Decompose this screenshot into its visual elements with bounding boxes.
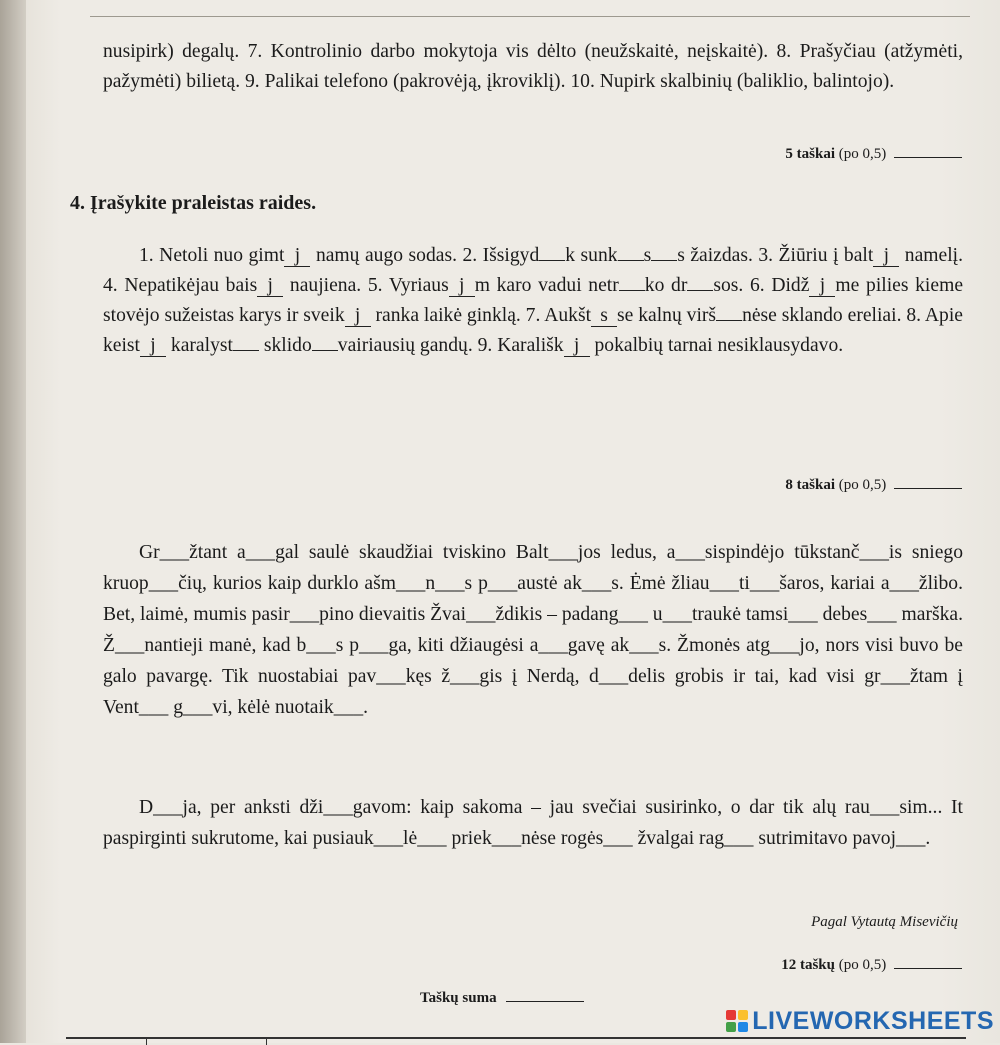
score-points: 5 taškai (785, 146, 835, 162)
text-segment: pokalbių tarnai nesiklausydavo. (589, 335, 844, 356)
task-4-heading: 4. Įrašykite praleistas raides. (70, 192, 317, 214)
blank-input[interactable] (539, 260, 565, 261)
score-detail: (po 0,5) (838, 477, 887, 493)
text-segment: karalyst (166, 335, 233, 356)
score-points: 8 taškai (785, 477, 835, 493)
exercise-paragraph-2: Gr___žtant a___gal saulė skaudžiai tviskino Balt___jos ledus, a___sispindėjo tūkstanč___is sniego kruop___čių, kurios kaip durklo ašm___n___s p___austė ak___s. Ėmė žliau___ti___šaros, kariai a___žlibo. Bet, laimė, mumis pasir___pino dievaitis Žvai___ždikis – padang___ u___traukė tamsi___ debes___ marška. Ž___nantieji manė, kad b___s p___ga, kiti džiaugėsi a___gavę ak___s. Žmonės atg___jo, nors visi buvo be galo pavargę. Tik nuostabiai pav___kęs ž___gis į Nerdą, d___delis grobis ir tai, kad visi gr___žtam į Vent___ g___vi, kėlė nuotaik___. (103, 542, 963, 718)
blank-input[interactable]: j (809, 276, 835, 297)
score-line-5 (785, 145, 962, 163)
text-segment: namelį. 4. Nepatikėjau bais (103, 245, 964, 296)
blank-input[interactable] (619, 290, 645, 291)
liveworksheets-watermark (726, 1006, 994, 1036)
top-rule (90, 16, 970, 17)
book-spine-shadow (0, 0, 26, 1043)
score-detail: (po 0,5) (838, 146, 887, 162)
blank-input[interactable] (716, 320, 742, 321)
blank-input[interactable] (233, 350, 259, 351)
blank-input[interactable]: j (345, 306, 371, 327)
blank-input[interactable]: s (591, 306, 617, 327)
source-attribution: Pagal Vytautą Misevičių (811, 914, 958, 930)
table-top-edge (66, 1037, 966, 1045)
text-segment: se kalnų virš (617, 305, 717, 326)
score-blank[interactable] (894, 145, 962, 158)
text-segment: m karo vadui netr (474, 275, 619, 296)
blank-input[interactable]: j (873, 246, 899, 267)
blank-input[interactable]: j (564, 336, 590, 357)
score-line-8 (785, 476, 962, 494)
score-blank[interactable] (894, 476, 962, 489)
points-sum-blank[interactable] (506, 989, 584, 1002)
text-segment: k sunk (565, 245, 618, 266)
score-blank[interactable] (894, 956, 962, 969)
blank-input[interactable] (651, 260, 677, 261)
points-sum (420, 989, 584, 1007)
points-sum-label: Taškų suma (420, 990, 497, 1006)
text-segment: naujiena. 5. Vyriaus (283, 275, 449, 296)
text-segment: 1. Netoli nuo gimt (139, 245, 285, 266)
text-segment: me pilies kieme stovėjo sužeistas karys ir sveik (103, 275, 964, 326)
blank-input[interactable]: j (257, 276, 283, 297)
blank-input[interactable]: j (284, 246, 310, 267)
text-segment: nėse sklando ereliai. 8. Apie keist (103, 305, 963, 356)
text-segment: namų augo sodas. 2. Išsigyd (310, 245, 540, 266)
blank-input[interactable] (687, 290, 713, 291)
text-segment: s žaizdas. 3. Žiūriu į balt (677, 245, 874, 266)
text-segment: sklido (258, 335, 312, 356)
blank-input[interactable] (312, 350, 338, 351)
score-detail: (po 0,5) (838, 957, 887, 973)
text-segment: s (643, 245, 652, 266)
intro-paragraph: nusipirk) degalų. 7. Kontrolinio darbo mokytoja vis dėlto (neužskaitė, neįskaitė). 8. Prašyčiau (atžymėti, pažymėti) bilietą. 9. Palikai telefono (pakrovėją, įkroviklį). 10. Nupirk skalbinių (baliklio, balintojo). (103, 41, 963, 92)
exercise-paragraph-1 (103, 241, 963, 361)
text-segment: ko dr (644, 275, 688, 296)
score-line-12 (781, 956, 962, 974)
watermark-text: LIVEWORKSHEETS (752, 1006, 994, 1035)
text-segment: sos. 6. Didž (713, 275, 810, 296)
blank-input[interactable] (618, 260, 644, 261)
blank-input[interactable]: j (449, 276, 475, 297)
blank-input[interactable]: j (140, 336, 166, 357)
text-segment: vairiausių gandų. 9. Karališk (337, 335, 564, 356)
text-segment: ranka laikė ginklą. 7. Aukšt (370, 305, 592, 326)
exercise-paragraph-3: D___ja, per anksti dži___gavom: kaip sakoma – jau svečiai susirinko, o dar tik alų rau___sim... It paspirginti sukrutome, kai pusiauk___lė___ priek___nėse rogės___ žvalgai rag___ sutrimitavo pavoj___. (103, 797, 963, 849)
score-points: 12 taškų (781, 957, 835, 973)
liveworksheets-logo-icon (726, 1010, 748, 1032)
